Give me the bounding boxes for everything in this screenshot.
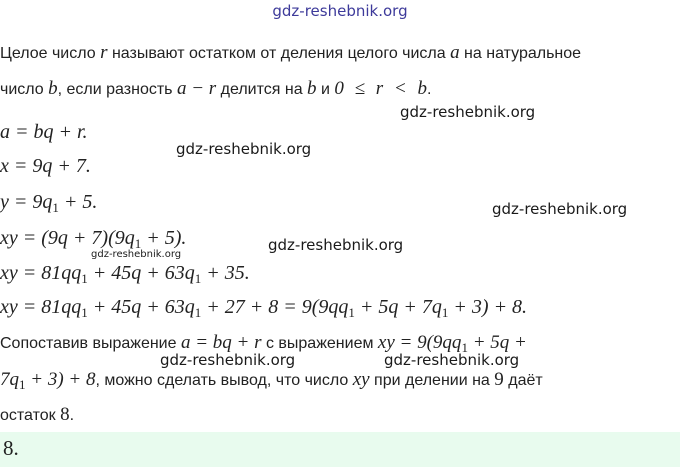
eq-part: + 45q + 63q — [87, 262, 195, 284]
subscript: 1 — [194, 305, 202, 320]
equation-4 — [0, 227, 186, 250]
text: , можно сделать вывод, что число — [95, 372, 353, 389]
text: с выражением — [261, 335, 378, 352]
watermark: gdz-reshebnik.org — [384, 351, 520, 369]
eq-part: + 3) + 8. — [448, 296, 528, 318]
subscript: 1 — [81, 271, 88, 286]
text: Целое число — [0, 45, 101, 62]
eq-part: + 45q + 63q — [87, 296, 195, 318]
subscript: 1 — [461, 340, 468, 355]
equation-3 — [0, 191, 97, 214]
equation-6 — [0, 296, 527, 319]
eq-part: xy = (9q + 7)(9q — [0, 227, 135, 249]
eq-part: + 3) + 8 — [25, 369, 96, 390]
eq-part: + 27 + 8 = 9(9qq — [201, 296, 349, 318]
eq-part: + 35. — [201, 262, 250, 284]
subscript: 1 — [81, 305, 88, 320]
equation-5 — [0, 262, 250, 285]
subscript: 1 — [19, 377, 26, 392]
definition-line-1 — [0, 42, 581, 64]
eq-part: + 5). — [141, 227, 187, 249]
text: называют остатком от деления целого числа — [107, 45, 451, 62]
math-inequality: 0 ≤ r < b — [334, 78, 428, 99]
subscript: 1 — [441, 305, 449, 320]
math-a: a — [450, 42, 460, 63]
eq-part: xy = 9(9qq — [377, 332, 462, 353]
math: a = bq + r — [180, 332, 262, 353]
eq-part: + 5q + — [467, 332, 527, 353]
subscript: 1 — [134, 236, 142, 251]
watermark: gdz-reshebnik.org — [492, 200, 628, 218]
answer-box — [0, 432, 680, 467]
text: и — [316, 81, 335, 98]
eq-part: y = 9q — [0, 191, 53, 213]
text: Сопоставив выражение — [0, 335, 181, 352]
definition-line-2 — [0, 78, 431, 100]
math-8: 8 — [60, 404, 70, 425]
eq-part: xy = 81qq — [0, 262, 82, 284]
eq-part: + 5. — [58, 191, 98, 213]
math-9: 9 — [494, 369, 504, 390]
text: . — [427, 81, 432, 98]
eq-part: 7q — [0, 369, 19, 390]
text: число — [0, 81, 49, 98]
text: на натуральное — [459, 45, 582, 62]
math — [378, 332, 527, 353]
watermark: gdz-reshebnik.org — [268, 236, 404, 254]
equation-1: a = bq + r. — [0, 121, 88, 143]
equation-2: x = 9q + 7. — [0, 155, 91, 177]
watermark-small: gdz-reshebnik.org — [91, 249, 182, 260]
text: даёт — [503, 372, 543, 389]
math-b2: b — [307, 78, 317, 99]
text: . — [69, 407, 75, 424]
watermark-top: gdz-reshebnik.org — [272, 2, 408, 20]
math-diff: a − r — [176, 78, 217, 99]
subscript: 1 — [52, 200, 59, 215]
subscript: 1 — [348, 305, 355, 320]
watermark: gdz-reshebnik.org — [176, 140, 312, 158]
watermark: gdz-reshebnik.org — [400, 103, 536, 121]
math-b: b — [48, 78, 58, 99]
math-r: r — [100, 42, 108, 63]
watermark: gdz-reshebnik.org — [160, 351, 296, 369]
math — [0, 369, 95, 390]
eq-part: xy = 81qq — [0, 296, 82, 318]
text: , если разность — [57, 81, 177, 98]
subscript: 1 — [194, 271, 202, 286]
answer-value: 8. — [3, 436, 19, 460]
text: остаток — [0, 407, 61, 424]
math-xy: xy — [352, 369, 370, 390]
text: при делении на — [369, 372, 495, 389]
conclusion-line-3 — [0, 404, 74, 426]
conclusion-line-2 — [0, 369, 543, 391]
text: делится на — [216, 81, 308, 98]
eq-part: + 5q + 7q — [354, 296, 442, 318]
